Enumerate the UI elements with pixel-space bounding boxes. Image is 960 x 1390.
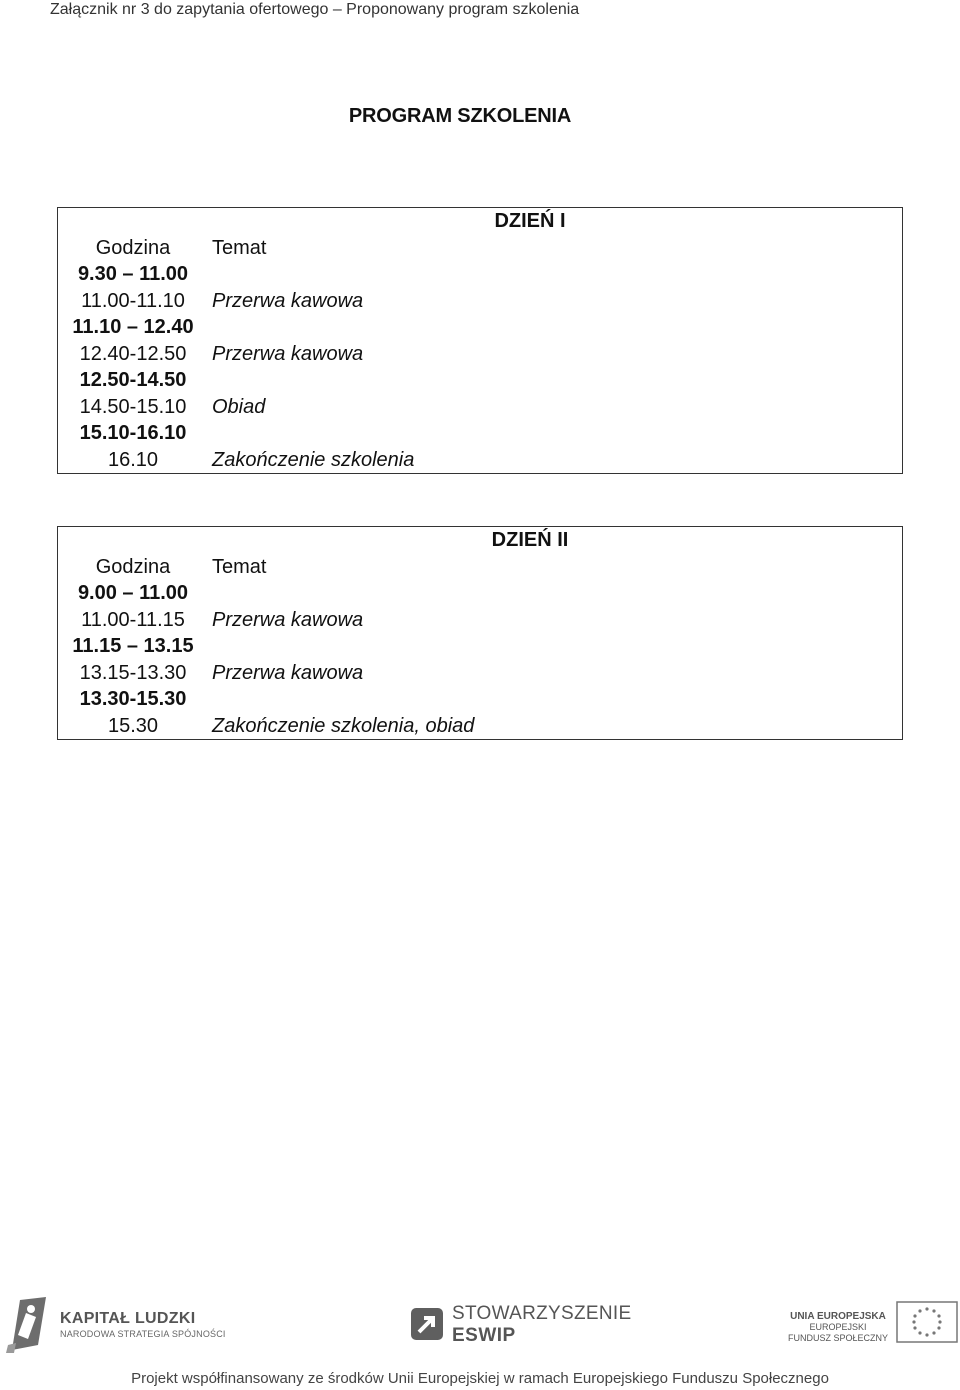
eu-line-2: EUROPEJSKI — [809, 1322, 867, 1332]
column-header-topic: Temat — [212, 555, 267, 578]
schedule-table-day-1 — [57, 207, 903, 474]
eu-line-3: FUNDUSZ SPOŁECZNY — [787, 1333, 888, 1343]
topic-cell: Zakończenie szkolenia — [208, 447, 903, 474]
day-heading-row — [58, 208, 903, 235]
table-row — [58, 580, 903, 607]
time-cell: 11.00-11.10 — [81, 289, 185, 312]
topic-cell: Przerwa kawowa — [212, 661, 364, 684]
eu-text — [788, 1311, 888, 1344]
table-row — [58, 288, 903, 315]
topic-cell — [208, 420, 903, 447]
time-cell: 11.00-11.15 — [81, 608, 185, 631]
column-header-row — [58, 554, 903, 581]
column-header-time: Godzina — [95, 236, 171, 259]
time-cell: 16.10 — [58, 447, 209, 474]
column-header-topic: Temat — [212, 236, 267, 259]
table-row — [58, 447, 903, 474]
table-row — [58, 713, 903, 740]
funding-note: Projekt współfinansowany ze środków Unii Europejskiej w ramach Europejskiego Funduszu Społecznego — [131, 1370, 829, 1387]
time-cell: 14.50-15.10 — [79, 395, 187, 418]
page-title: PROGRAM SZKOLENIA — [348, 105, 572, 127]
footer — [0, 1285, 960, 1390]
time-cell: 13.15-13.30 — [79, 661, 187, 684]
eswip-logo-icon — [410, 1307, 444, 1346]
document-header: Załącznik nr 3 do zapytania ofertowego – Proponowany program szkolenia — [50, 1, 580, 18]
topic-cell — [208, 633, 903, 660]
kapital-ludzki-emblem-icon — [6, 1295, 50, 1355]
table-row — [58, 394, 903, 421]
time-cell: 12.50-14.50 — [79, 369, 187, 391]
table-row — [58, 341, 903, 368]
column-header-row — [58, 235, 903, 262]
topic-cell — [208, 367, 903, 394]
topic-cell — [208, 686, 903, 713]
time-cell: 11.15 – 13.15 — [72, 635, 194, 657]
table-row — [58, 261, 903, 288]
kapital-ludzki-subtitle: NARODOWA STRATEGIA SPÓJNOŚCI — [60, 1329, 226, 1339]
table-row — [58, 633, 903, 660]
time-cell: 9.00 – 11.00 — [77, 582, 189, 604]
eu-line-1: UNIA EUROPEJSKA — [790, 1311, 886, 1322]
day-heading-row — [58, 527, 903, 554]
topic-cell — [208, 314, 903, 341]
time-cell: 13.30-15.30 — [79, 688, 187, 710]
table-row — [58, 367, 903, 394]
schedule-table-day-2 — [57, 526, 903, 740]
topic-cell: Zakończenie szkolenia, obiad — [208, 713, 903, 740]
table-row — [58, 607, 903, 634]
topic-cell — [208, 580, 903, 607]
day-label: DZIEŃ I — [494, 210, 566, 232]
topic-cell: Przerwa kawowa — [212, 342, 364, 365]
time-cell: 12.40-12.50 — [79, 342, 187, 365]
table-row — [58, 660, 903, 687]
topic-cell: Przerwa kawowa — [212, 608, 364, 631]
topic-cell: Przerwa kawowa — [212, 289, 364, 312]
eswip-name-line-1: STOWARZYSZENIE — [452, 1303, 632, 1324]
day-label: DZIEŃ II — [491, 529, 569, 551]
table-row — [58, 686, 903, 713]
column-header-time: Godzina — [95, 555, 171, 578]
time-cell: 15.10-16.10 — [79, 422, 187, 444]
time-cell: 15.30 — [58, 713, 209, 740]
topic-cell — [208, 261, 903, 288]
kapital-ludzki-name: KAPITAŁ LUDZKI — [60, 1310, 196, 1327]
table-row — [58, 420, 903, 447]
schedule-body-day-2 — [58, 527, 903, 740]
table-row — [58, 314, 903, 341]
eu-flag-icon — [896, 1301, 958, 1348]
topic-cell: Obiad — [212, 395, 266, 418]
schedule-body-day-1 — [58, 208, 903, 474]
time-cell: 9.30 – 11.00 — [77, 263, 189, 285]
eswip-name-line-2: ESWIP — [452, 1325, 516, 1346]
time-cell: 11.10 – 12.40 — [72, 316, 194, 338]
kapital-ludzki-logo — [6, 1295, 50, 1360]
